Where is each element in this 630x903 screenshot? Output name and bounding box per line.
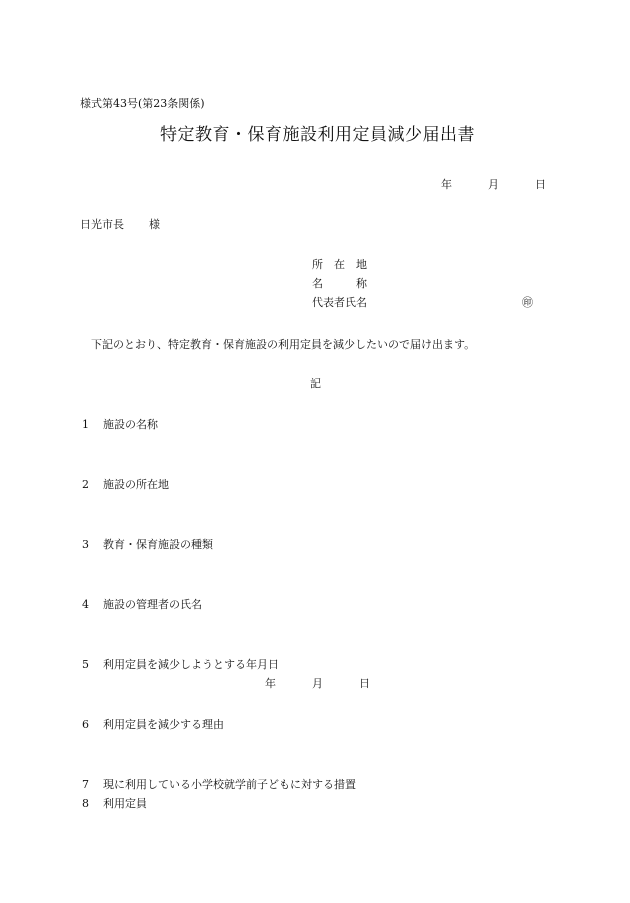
item5-year: 年 <box>265 677 276 690</box>
item-label: 施設の所在地 <box>103 478 169 491</box>
address-label: 所 在 地 <box>312 258 367 271</box>
item5-day: 日 <box>359 677 370 690</box>
item-number: 8 <box>82 797 89 810</box>
item-label: 利用定員を減少しようとする年月日 <box>103 658 279 671</box>
intro-text: 下記のとおり、特定教育・保育施設の利用定員を減少したいので届け出ます。 <box>91 338 476 351</box>
item-number: 5 <box>82 658 89 671</box>
item-label: 施設の管理者の氏名 <box>103 598 202 611</box>
representative-label: 代表者氏名 <box>312 296 367 309</box>
item-label: 現に利用している小学校就学前子どもに対する措置 <box>103 778 356 791</box>
date-year: 年 <box>441 178 452 191</box>
seal-mark: ㊞ <box>522 296 533 309</box>
item-label: 教育・保育施設の種類 <box>103 538 213 551</box>
addressee-name: 日光市長 <box>80 218 124 231</box>
date-month: 月 <box>488 178 499 191</box>
item5-month: 月 <box>312 677 323 690</box>
item-label: 利用定員 <box>103 797 147 810</box>
item-number: 2 <box>82 478 89 491</box>
page-title: 特定教育・保育施設利用定員減少届出書 <box>160 125 475 145</box>
item-number: 1 <box>82 418 89 431</box>
ki-heading: 記 <box>310 377 321 390</box>
item-number: 4 <box>82 598 89 611</box>
name-label: 名 称 <box>312 277 367 290</box>
item-number: 3 <box>82 538 89 551</box>
item-number: 7 <box>82 778 89 791</box>
form-number: 様式第43号(第23条関係) <box>80 97 205 110</box>
item-number: 6 <box>82 718 89 731</box>
date-day: 日 <box>535 178 546 191</box>
item-label: 利用定員を減少する理由 <box>103 718 224 731</box>
item-label: 施設の名称 <box>103 418 158 431</box>
addressee-honorific: 様 <box>149 218 160 231</box>
